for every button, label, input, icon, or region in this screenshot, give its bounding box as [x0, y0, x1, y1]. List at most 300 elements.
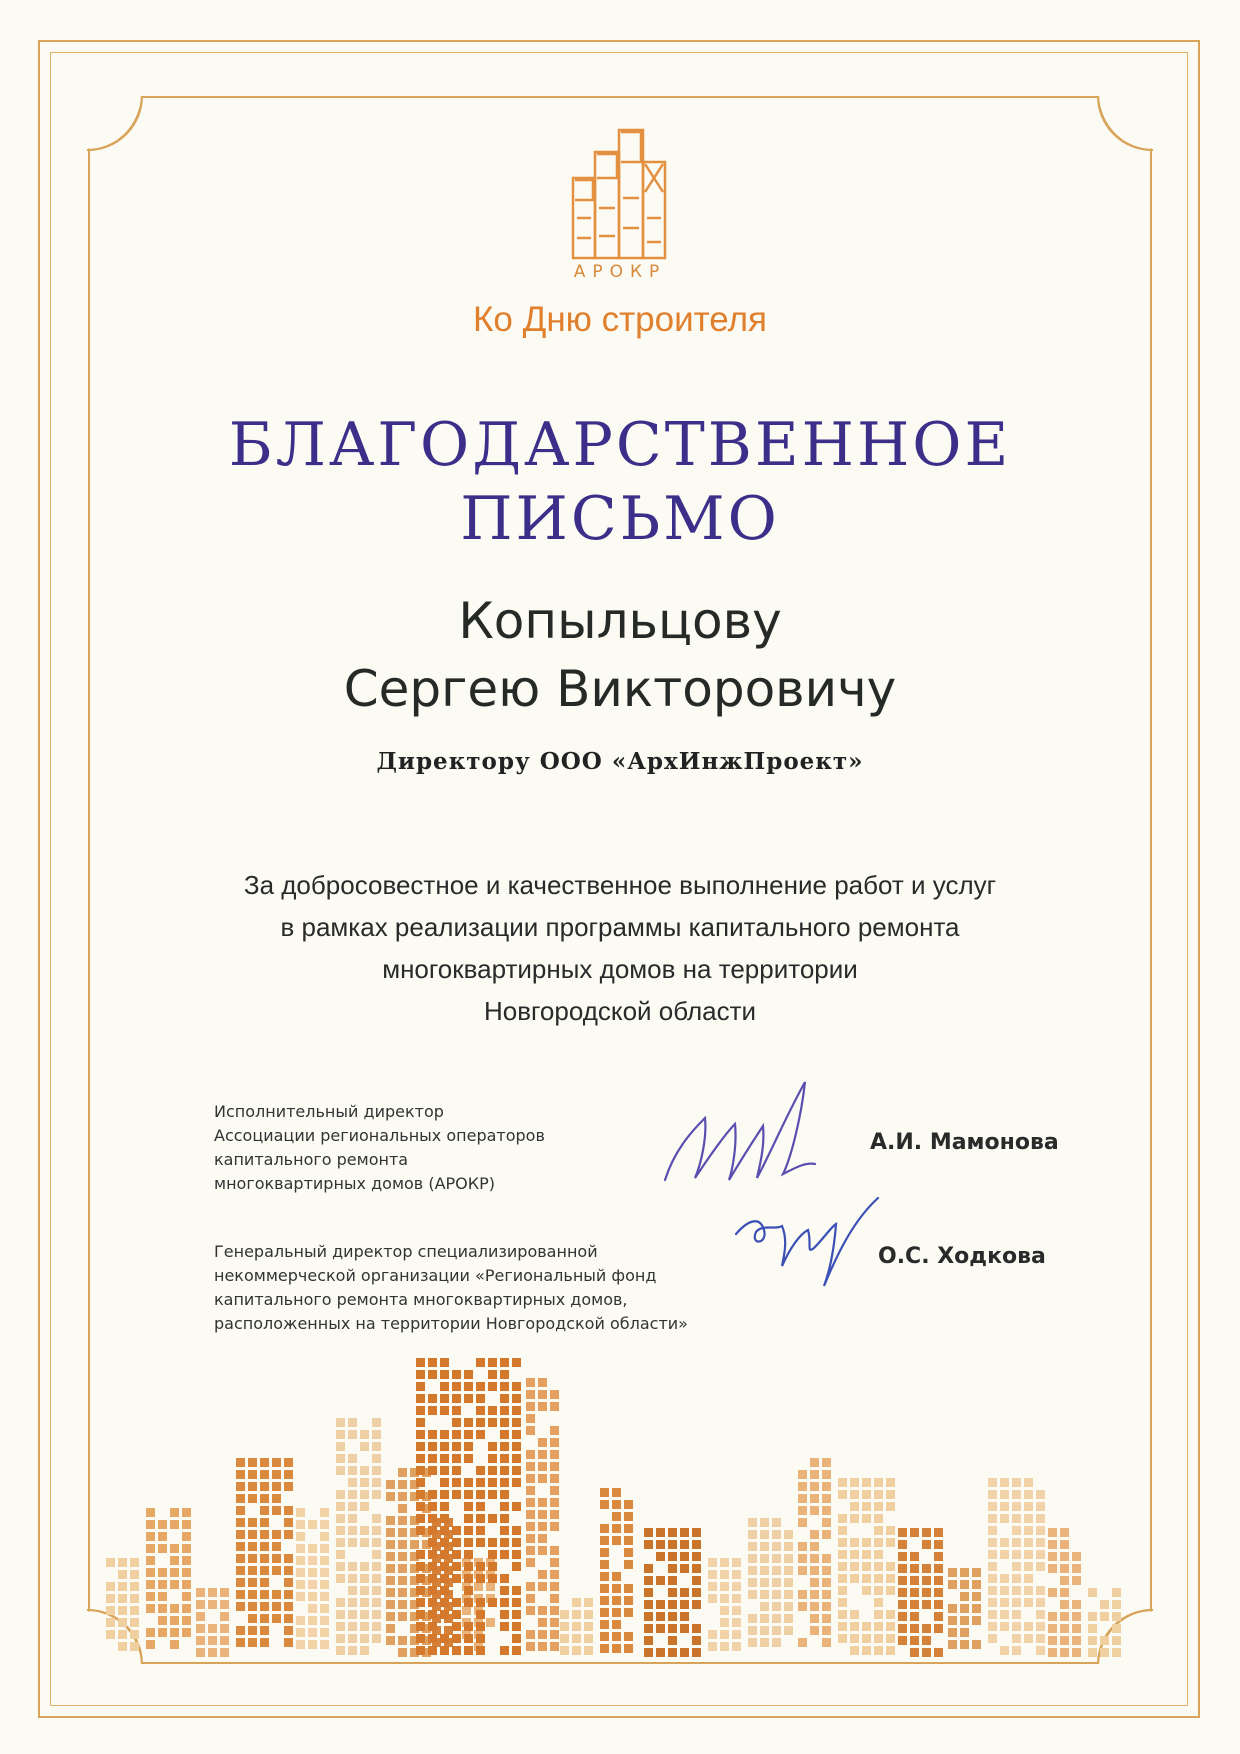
- skyline-window: [336, 1574, 345, 1583]
- skyline-window: [922, 1648, 931, 1657]
- signatory-1-name: А.И. Мамонова: [870, 1130, 1059, 1155]
- skyline-window: [260, 1542, 269, 1551]
- skyline-window: [822, 1554, 831, 1563]
- skyline-window: [320, 1580, 329, 1589]
- skyline-window: [874, 1646, 883, 1655]
- skyline-window: [296, 1616, 305, 1625]
- skyline-window: [398, 1564, 407, 1573]
- skyline-window: [500, 1406, 509, 1415]
- skyline-window: [386, 1600, 395, 1609]
- skyline-window: [440, 1406, 449, 1415]
- skyline-window: [296, 1508, 305, 1517]
- skyline-window: [284, 1590, 293, 1599]
- skyline-window: [550, 1402, 559, 1411]
- skyline-window: [512, 1406, 521, 1415]
- skyline-window: [452, 1394, 461, 1403]
- skyline-window: [1000, 1610, 1009, 1619]
- skyline-window: [600, 1548, 609, 1557]
- skyline-window: [284, 1530, 293, 1539]
- skyline-window: [170, 1640, 179, 1649]
- skyline-window: [784, 1626, 793, 1635]
- skyline-window: [526, 1510, 535, 1519]
- skyline-window: [372, 1478, 381, 1487]
- skyline-window: [260, 1590, 269, 1599]
- skyline-window: [236, 1482, 245, 1491]
- skyline-window: [416, 1406, 425, 1415]
- skyline-window: [898, 1624, 907, 1633]
- skyline-window: [624, 1500, 633, 1509]
- skyline-window: [428, 1610, 437, 1619]
- skyline-window: [810, 1506, 819, 1515]
- gratitude-text: [0, 864, 1240, 1032]
- skyline-window: [512, 1586, 521, 1595]
- skyline-window: [644, 1528, 653, 1537]
- skyline-window: [948, 1568, 957, 1577]
- skyline-window: [500, 1358, 509, 1367]
- skyline-window: [760, 1602, 769, 1611]
- skyline-window: [386, 1540, 395, 1549]
- skyline-window: [260, 1482, 269, 1491]
- skyline-window: [720, 1558, 729, 1567]
- skyline-window: [248, 1530, 257, 1539]
- skyline-window: [464, 1478, 473, 1487]
- skyline-window: [146, 1568, 155, 1577]
- skyline-window: [910, 1576, 919, 1585]
- skyline-window: [732, 1594, 741, 1603]
- skyline-window: [850, 1634, 859, 1643]
- skyline-window: [600, 1560, 609, 1569]
- skyline-window: [862, 1622, 871, 1631]
- skyline-window: [236, 1602, 245, 1611]
- skyline-window: [208, 1636, 217, 1645]
- skyline-window: [550, 1582, 559, 1591]
- skyline-window: [550, 1522, 559, 1531]
- skyline-window: [158, 1628, 167, 1637]
- skyline-window: [538, 1474, 547, 1483]
- skyline-window: [1012, 1610, 1021, 1619]
- skyline-window: [182, 1508, 191, 1517]
- skyline-window: [416, 1586, 425, 1595]
- skyline-window: [934, 1540, 943, 1549]
- skyline-window: [336, 1562, 345, 1571]
- skyline-window: [960, 1592, 969, 1601]
- skyline-window: [336, 1466, 345, 1475]
- skyline-window: [572, 1598, 581, 1607]
- skyline-window: [320, 1520, 329, 1529]
- skyline-window: [1048, 1636, 1057, 1645]
- skyline-window: [476, 1502, 485, 1511]
- skyline-window: [526, 1630, 535, 1639]
- skyline-window: [810, 1590, 819, 1599]
- skyline-window: [692, 1540, 701, 1549]
- skyline-window: [130, 1582, 139, 1591]
- skyline-window: [748, 1638, 757, 1647]
- skyline-window: [1036, 1586, 1045, 1595]
- skyline-window: [612, 1572, 621, 1581]
- skyline-window: [526, 1378, 535, 1387]
- skyline-window: [428, 1622, 437, 1631]
- skyline-window: [656, 1624, 665, 1633]
- skyline-window: [336, 1622, 345, 1631]
- skyline-window: [874, 1598, 883, 1607]
- skyline-window: [784, 1602, 793, 1611]
- skyline-window: [272, 1530, 281, 1539]
- skyline-window: [512, 1610, 521, 1619]
- skyline-window: [476, 1514, 485, 1523]
- skyline-window: [850, 1610, 859, 1619]
- skyline-window: [428, 1550, 437, 1559]
- skyline-window: [512, 1478, 521, 1487]
- skyline-window: [1012, 1502, 1021, 1511]
- skyline-window: [486, 1618, 495, 1627]
- skyline-window: [1036, 1514, 1045, 1523]
- skyline-window: [584, 1622, 593, 1631]
- skyline-window: [1060, 1540, 1069, 1549]
- skyline-window: [372, 1526, 381, 1535]
- skyline-window: [810, 1458, 819, 1467]
- skyline-window: [512, 1418, 521, 1427]
- skyline-window: [416, 1502, 425, 1511]
- skyline-window: [538, 1642, 547, 1651]
- skyline-window: [1036, 1598, 1045, 1607]
- skyline-window: [512, 1502, 521, 1511]
- skyline-window: [526, 1414, 535, 1423]
- skyline-window: [760, 1578, 769, 1587]
- skyline-window: [1060, 1612, 1069, 1621]
- skyline-window: [452, 1430, 461, 1439]
- skyline-window: [1024, 1490, 1033, 1499]
- skyline-window: [572, 1622, 581, 1631]
- skyline-window: [898, 1552, 907, 1561]
- skyline-window: [960, 1580, 969, 1589]
- skyline-window: [720, 1582, 729, 1591]
- skyline-window: [898, 1588, 907, 1597]
- skyline-window: [1112, 1600, 1121, 1609]
- skyline-window: [720, 1606, 729, 1615]
- skyline-window: [760, 1614, 769, 1623]
- skyline-window: [500, 1394, 509, 1403]
- skyline-window: [386, 1552, 395, 1561]
- skyline-window: [236, 1626, 245, 1635]
- skyline-window: [584, 1634, 593, 1643]
- skyline-window: [428, 1442, 437, 1451]
- skyline-window: [398, 1648, 407, 1657]
- skyline-window: [146, 1556, 155, 1565]
- skyline-window: [810, 1578, 819, 1587]
- skyline-window: [612, 1608, 621, 1617]
- skyline-window: [822, 1494, 831, 1503]
- skyline-window: [656, 1612, 665, 1621]
- skyline-window: [260, 1638, 269, 1647]
- signatory-title-line: некоммерческой организации «Региональный фонд: [214, 1266, 657, 1285]
- skyline-window: [784, 1566, 793, 1575]
- skyline-window: [248, 1458, 257, 1467]
- skyline-window: [296, 1520, 305, 1529]
- skyline-window: [440, 1358, 449, 1367]
- skyline-window: [372, 1610, 381, 1619]
- skyline-window: [784, 1578, 793, 1587]
- skyline-window: [550, 1642, 559, 1651]
- skyline-window: [452, 1610, 461, 1619]
- skyline-window: [512, 1442, 521, 1451]
- skyline-window: [296, 1532, 305, 1541]
- skyline-window: [1072, 1600, 1081, 1609]
- skyline-window: [874, 1574, 883, 1583]
- skyline-window: [464, 1646, 473, 1655]
- skyline-window: [500, 1622, 509, 1631]
- skyline-window: [146, 1640, 155, 1649]
- skyline-window: [874, 1538, 883, 1547]
- skyline-window: [838, 1478, 847, 1487]
- skyline-window: [644, 1576, 653, 1585]
- skyline-window: [360, 1538, 369, 1547]
- skyline-window: [1024, 1526, 1033, 1535]
- skyline-window: [308, 1580, 317, 1589]
- skyline-window: [922, 1576, 931, 1585]
- skyline-window: [1012, 1478, 1021, 1487]
- skyline-window: [886, 1478, 895, 1487]
- skyline-window: [464, 1574, 473, 1583]
- skyline-window: [798, 1470, 807, 1479]
- skyline-window: [476, 1598, 485, 1607]
- skyline-window: [810, 1602, 819, 1611]
- skyline-window: [798, 1602, 807, 1611]
- skyline-window: [236, 1542, 245, 1551]
- skyline-window: [1088, 1648, 1097, 1657]
- skyline-window: [1048, 1528, 1057, 1537]
- skyline-window: [1024, 1538, 1033, 1547]
- skyline-window: [526, 1462, 535, 1471]
- skyline-window: [810, 1566, 819, 1575]
- skyline-window: [106, 1558, 115, 1567]
- skyline-window: [372, 1586, 381, 1595]
- skyline-window: [748, 1542, 757, 1551]
- skyline-window: [372, 1490, 381, 1499]
- skyline-window: [850, 1574, 859, 1583]
- skyline-window: [248, 1482, 257, 1491]
- skyline-window: [348, 1574, 357, 1583]
- skyline-window: [440, 1646, 449, 1655]
- skyline-window: [1060, 1576, 1069, 1585]
- skyline-window: [838, 1634, 847, 1643]
- skyline-window: [416, 1382, 425, 1391]
- gratitude-line: За добросовестное и качественное выполнение работ и услуг: [243, 870, 997, 900]
- skyline-window: [538, 1438, 547, 1447]
- skyline-window: [248, 1590, 257, 1599]
- skyline-window: [600, 1488, 609, 1497]
- skyline-window: [822, 1518, 831, 1527]
- skyline-window: [464, 1382, 473, 1391]
- skyline-window: [416, 1370, 425, 1379]
- skyline-window: [170, 1556, 179, 1565]
- skyline-window: [452, 1418, 461, 1427]
- skyline-window: [428, 1430, 437, 1439]
- skyline-window: [1000, 1622, 1009, 1631]
- skyline-window: [336, 1514, 345, 1523]
- skyline-window: [526, 1546, 535, 1555]
- skyline-window: [612, 1488, 621, 1497]
- skyline-window: [348, 1646, 357, 1655]
- skyline-window: [656, 1528, 665, 1537]
- skyline-window: [772, 1578, 781, 1587]
- skyline-window: [398, 1480, 407, 1489]
- skyline-window: [440, 1442, 449, 1451]
- skyline-window: [260, 1530, 269, 1539]
- skyline-window: [988, 1574, 997, 1583]
- skyline-window: [474, 1582, 483, 1591]
- skyline-window: [464, 1418, 473, 1427]
- skyline-window: [538, 1498, 547, 1507]
- skyline-window: [960, 1616, 969, 1625]
- gratitude-line: в рамках реализации программы капитального ремонта: [280, 912, 960, 942]
- skyline-window: [488, 1418, 497, 1427]
- skyline-window: [550, 1474, 559, 1483]
- gratitude-line: Новгородской области: [483, 996, 757, 1026]
- skyline-window: [308, 1640, 317, 1649]
- signatory-title-line: расположенных на территории Новгородской области»: [214, 1314, 688, 1333]
- skyline-window: [440, 1562, 449, 1571]
- skyline-window: [476, 1478, 485, 1487]
- skyline-window: [308, 1604, 317, 1613]
- skyline-window: [440, 1610, 449, 1619]
- skyline-window: [182, 1568, 191, 1577]
- skyline-window: [416, 1574, 425, 1583]
- skyline-window: [348, 1562, 357, 1571]
- skyline-window: [886, 1610, 895, 1619]
- skyline-window: [668, 1540, 677, 1549]
- skyline-window: [308, 1592, 317, 1601]
- skyline-window: [772, 1518, 781, 1527]
- skyline-window: [612, 1512, 621, 1521]
- skyline-window: [810, 1482, 819, 1491]
- skyline-window: [680, 1540, 689, 1549]
- skyline-window: [732, 1618, 741, 1627]
- skyline-window: [130, 1642, 139, 1651]
- gratitude-line: многоквартирных домов на территории: [382, 954, 858, 984]
- skyline-window: [1024, 1478, 1033, 1487]
- skyline-window: [612, 1500, 621, 1509]
- skyline-window: [106, 1582, 115, 1591]
- recipient-position: Директору ООО «АрхИнжПроект»: [376, 748, 864, 775]
- skyline-window: [810, 1542, 819, 1551]
- skyline-window: [360, 1622, 369, 1631]
- skyline-window: [320, 1616, 329, 1625]
- skyline-window: [360, 1526, 369, 1535]
- skyline-window: [838, 1598, 847, 1607]
- skyline-window: [360, 1430, 369, 1439]
- skyline-window: [398, 1636, 407, 1645]
- skyline-window: [272, 1494, 281, 1503]
- recipient-surname: Копыльцову: [458, 592, 782, 650]
- skyline-window: [1112, 1612, 1121, 1621]
- skyline-window: [170, 1628, 179, 1637]
- skyline-window: [488, 1382, 497, 1391]
- skyline-window: [708, 1582, 717, 1591]
- skyline-window: [1024, 1586, 1033, 1595]
- skyline-window: [512, 1562, 521, 1571]
- skyline-window: [988, 1490, 997, 1499]
- skyline-window: [182, 1532, 191, 1541]
- skyline-window: [118, 1582, 127, 1591]
- skyline-window: [158, 1604, 167, 1613]
- skyline-window: [1048, 1612, 1057, 1621]
- skyline-window: [512, 1394, 521, 1403]
- skyline-window: [862, 1646, 871, 1655]
- skyline-window: [284, 1506, 293, 1515]
- skyline-window: [538, 1582, 547, 1591]
- skyline-window: [526, 1426, 535, 1435]
- skyline-window: [476, 1574, 485, 1583]
- skyline-window: [1048, 1624, 1057, 1633]
- skyline-window: [284, 1626, 293, 1635]
- recipient-name: Сергею Викторовичу: [343, 660, 897, 718]
- skyline-window: [748, 1626, 757, 1635]
- skyline-window: [158, 1616, 167, 1625]
- skyline-window: [656, 1540, 665, 1549]
- skyline-window: [416, 1490, 425, 1499]
- signature-1-image: [655, 1068, 855, 1198]
- skyline-window: [452, 1490, 461, 1499]
- skyline-window: [600, 1644, 609, 1653]
- skyline-window: [500, 1490, 509, 1499]
- skyline-window: [624, 1536, 633, 1545]
- skyline-window: [526, 1642, 535, 1651]
- skyline-window: [416, 1430, 425, 1439]
- skyline-window: [960, 1628, 969, 1637]
- skyline-window: [348, 1514, 357, 1523]
- skyline-window: [526, 1534, 535, 1543]
- skyline-window: [248, 1602, 257, 1611]
- skyline-window: [372, 1598, 381, 1607]
- skyline-window: [1000, 1502, 1009, 1511]
- skyline-window: [146, 1604, 155, 1613]
- skyline-window: [910, 1588, 919, 1597]
- skyline-window: [838, 1526, 847, 1535]
- skyline-window: [988, 1586, 997, 1595]
- skyline-window: [1072, 1636, 1081, 1645]
- skyline-window: [464, 1394, 473, 1403]
- skyline-window: [538, 1522, 547, 1531]
- skyline-window: [550, 1618, 559, 1627]
- skyline-window: [452, 1562, 461, 1571]
- skyline-window: [1012, 1586, 1021, 1595]
- skyline-window: [428, 1574, 437, 1583]
- skyline-window: [1024, 1622, 1033, 1631]
- skyline-window: [538, 1378, 547, 1387]
- skyline-window: [170, 1568, 179, 1577]
- skyline-window: [898, 1528, 907, 1537]
- skyline-window: [372, 1622, 381, 1631]
- skyline-window: [320, 1568, 329, 1577]
- skyline-window: [874, 1610, 883, 1619]
- skyline-window: [500, 1502, 509, 1511]
- skyline-window: [550, 1510, 559, 1519]
- skyline-window: [170, 1508, 179, 1517]
- skyline-window: [720, 1618, 729, 1627]
- skyline-window: [236, 1506, 245, 1515]
- skyline-window: [862, 1478, 871, 1487]
- skyline-window: [934, 1564, 943, 1573]
- skyline-window: [452, 1442, 461, 1451]
- skyline-window: [644, 1600, 653, 1609]
- skyline-window: [874, 1586, 883, 1595]
- skyline-window: [348, 1490, 357, 1499]
- skyline-window: [988, 1550, 997, 1559]
- skyline-window: [488, 1406, 497, 1415]
- skyline-window: [336, 1598, 345, 1607]
- skyline-window: [360, 1610, 369, 1619]
- skyline-window: [260, 1458, 269, 1467]
